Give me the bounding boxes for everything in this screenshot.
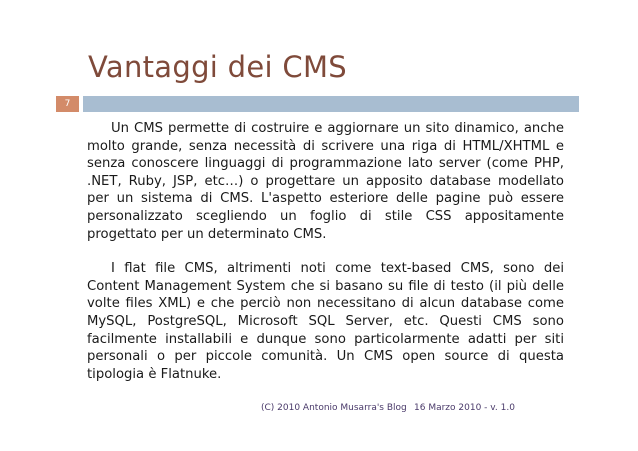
slide-number: 7	[64, 99, 71, 109]
body-paragraph-2: I flat file CMS, altrimenti noti come text-based CMS, sono dei Content Management System che si basano su file di testo (il più delle volte files XML) e che perciò non necessitano di alcun database come MySQL, PostgreSQL, Microsoft SQL Server, etc. Questi CMS sono facilmente installabili e dunque sono particolarmente adatti per siti personali o per piccole comunità. Un CMS open source di questa tipologia è Flatnuke.	[87, 261, 564, 382]
footer-date: 16 Marzo 2010 - v. 1.0	[414, 403, 515, 413]
body-paragraph-1: Un CMS permette di costruire e aggiornare un sito dinamico, anche molto grande, senza necessità di scrivere una riga di HTML/XHTML e senza conoscere linguaggi di programmazione lato server (come PHP, .NET, Ruby, JSP, etc…) o progettare un apposito database modellato per un sistema di CMS. L'aspetto esteriore delle pagine può essere personalizzato scegliendo un foglio di stile CSS appositamente progettato per un determinato CMS.	[87, 121, 564, 242]
title-rule-bar	[83, 96, 579, 112]
slide-body	[87, 120, 564, 383]
slide-title: Vantaggi dei CMS	[88, 50, 347, 84]
footer-credit: (C) 2010 Antonio Musarra's Blog	[261, 403, 407, 413]
